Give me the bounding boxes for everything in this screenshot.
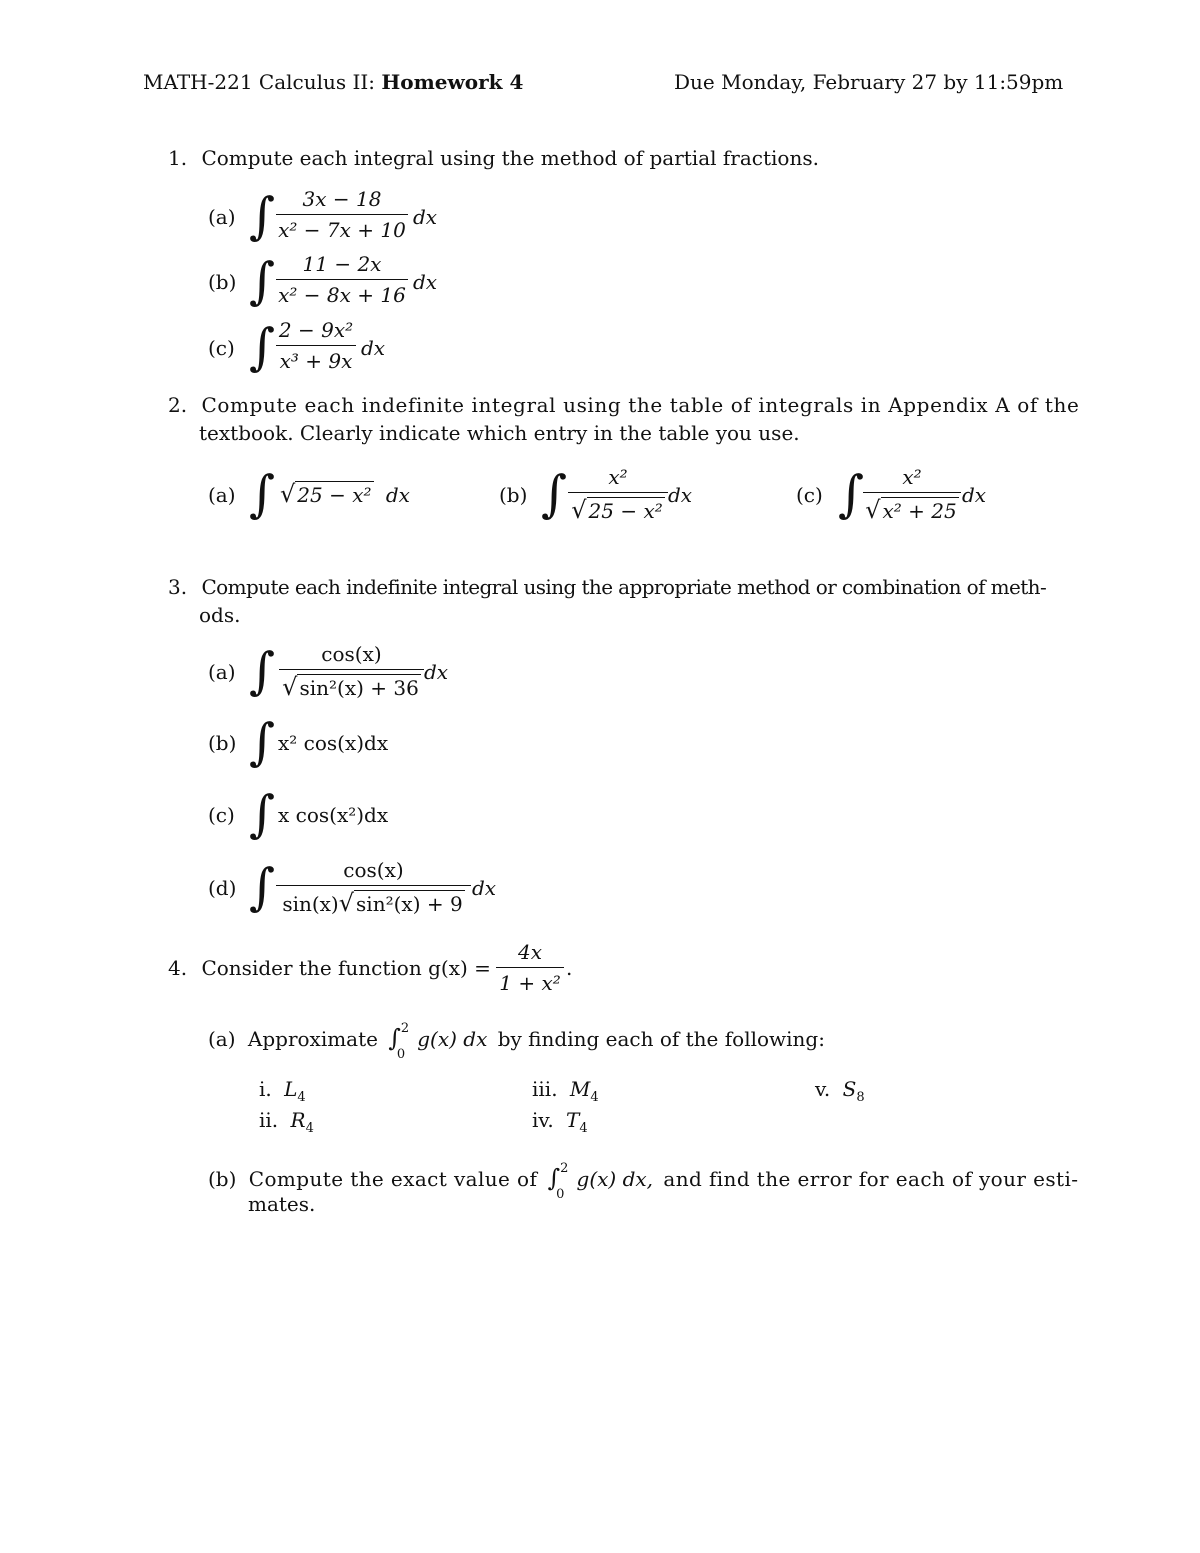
radicand: 25 − x²: [588, 499, 663, 523]
estimate-item: [532, 1077, 599, 1105]
estimate-subscript: 4: [579, 1121, 588, 1136]
radical-sign: √: [865, 496, 881, 524]
part-label: (a): [208, 660, 236, 684]
estimate-label: ii.: [259, 1108, 279, 1132]
denominator: x³ + 9x: [279, 349, 353, 373]
radical-sign: √: [338, 889, 355, 917]
integral-sign: ∫: [249, 187, 276, 245]
numerator: x²: [608, 465, 628, 489]
estimate-label: v.: [815, 1077, 831, 1101]
fraction-bar: [279, 669, 424, 670]
integral-sign: ∫: [249, 785, 276, 843]
problem-number: 4.: [168, 956, 188, 980]
integrand-expression: x cos(x²)dx: [278, 803, 389, 827]
integrand: g(x) dx: [417, 1027, 488, 1051]
fraction: [276, 318, 356, 373]
fraction-bar: [276, 345, 356, 346]
page-header: [143, 70, 523, 94]
problem-text-line1: Compute each indefinite integral using the table of integrals in Appendix A of the: [201, 393, 1080, 417]
problem-text: Consider the function g(x) =: [201, 956, 491, 980]
numerator: 2 − 9x²: [278, 318, 354, 342]
radicand: sin²(x) + 9: [356, 892, 463, 916]
fraction: [279, 642, 424, 701]
part-label: (b): [208, 731, 237, 755]
radical-sign: √: [280, 480, 296, 508]
differential: dx: [361, 336, 386, 360]
numerator: 4x: [517, 940, 542, 964]
fraction-bar: [863, 492, 961, 493]
problem-2-prompt: [168, 393, 1079, 417]
denominator: x² − 7x + 10: [278, 218, 406, 242]
denominator: 1 + x²: [499, 971, 561, 995]
fraction-bar: [496, 967, 564, 968]
problem-number: 1.: [168, 146, 188, 170]
text-before: Approximate: [247, 1027, 378, 1051]
integral-limits: 2 0: [396, 1020, 410, 1062]
text-after: by finding each of the following:: [497, 1027, 825, 1051]
numerator: cos(x): [321, 642, 382, 666]
integral-sign: ∫: [249, 252, 276, 310]
function-fraction: [496, 940, 564, 995]
denominator: [276, 889, 471, 917]
estimate-symbol: M: [569, 1077, 591, 1101]
integral-sign: ∫: [249, 642, 276, 700]
denominator: [568, 496, 668, 524]
denominator: [279, 673, 424, 701]
differential: dx: [413, 205, 438, 229]
assignment-title: Homework 4: [381, 70, 524, 94]
denominator-prefix: sin(x): [282, 892, 339, 916]
integral-sign: ∫: [838, 465, 865, 523]
numerator: 3x − 18: [302, 187, 382, 211]
differential: dx: [424, 660, 449, 684]
problem-4-prompt: [168, 956, 491, 980]
estimate-item: [815, 1077, 865, 1105]
differential: dx: [472, 876, 497, 900]
numerator: cos(x): [343, 858, 404, 882]
integral-sign: ∫: [541, 465, 568, 523]
problem-text-line1: Compute each indefinite integral using the appropriate method or combination of meth-: [201, 575, 1047, 599]
numerator: 11 − 2x: [302, 252, 382, 276]
fraction: [568, 465, 668, 524]
estimate-item: [259, 1108, 314, 1136]
estimate-item: [532, 1108, 588, 1136]
estimate-symbol: S: [842, 1077, 857, 1101]
radical-sign: √: [282, 673, 298, 701]
estimate-subscript: 4: [297, 1090, 306, 1105]
fraction-bar: [276, 214, 408, 215]
integral-sign: ∫: [249, 858, 276, 916]
part-4a: [208, 1020, 825, 1062]
text-after: and find the error for each of your esti-: [663, 1167, 1079, 1191]
problem-number: 2.: [168, 393, 188, 417]
integral-sign: ∫: [547, 1164, 561, 1192]
radicand: x² + 25: [882, 499, 957, 523]
integral-limits: 2 0: [556, 1160, 569, 1202]
integral-sign: ∫: [249, 318, 276, 376]
differential: dx: [668, 483, 693, 507]
part-label: (b): [499, 483, 528, 507]
part-label: (c): [208, 336, 235, 360]
part-label: (a): [208, 1027, 236, 1051]
problem-text-line2: textbook. Clearly indicate which entry in the table you use.: [199, 421, 800, 445]
due-date: Due Monday, February 27 by 11:59pm: [674, 70, 1064, 94]
integral-sign: ∫: [388, 1024, 401, 1052]
radical-expression: [280, 480, 410, 508]
problem-number: 3.: [168, 575, 188, 599]
part-4b-line2: mates.: [248, 1192, 316, 1216]
estimate-subscript: 4: [590, 1090, 599, 1105]
numerator: x²: [902, 465, 922, 489]
part-4b: [208, 1160, 1079, 1202]
fraction: [276, 252, 408, 307]
part-label: (c): [208, 803, 235, 827]
denominator: x² − 8x + 16: [278, 283, 406, 307]
part-label: (b): [208, 270, 237, 294]
part-label: (b): [208, 1167, 237, 1191]
fraction: [276, 187, 408, 242]
part-label: (a): [208, 205, 236, 229]
fraction: [276, 858, 471, 917]
differential: dx: [962, 483, 987, 507]
differential: dx: [413, 270, 438, 294]
fraction-bar: [276, 279, 408, 280]
estimate-label: iv.: [532, 1108, 554, 1132]
part-label: (a): [208, 483, 236, 507]
integral-sign: ∫: [249, 465, 276, 523]
period: .: [566, 956, 573, 980]
text-before: Compute the exact value of: [248, 1167, 538, 1191]
estimate-item: [259, 1077, 306, 1105]
integrand: g(x) dx,: [576, 1167, 654, 1191]
radical-sign: √: [571, 496, 587, 524]
estimate-label: iii.: [532, 1077, 558, 1101]
fraction-bar: [568, 492, 668, 493]
estimate-symbol: T: [566, 1108, 580, 1132]
fraction-bar: [276, 885, 471, 886]
integral-sign: ∫: [249, 713, 276, 771]
estimate-subscript: 4: [305, 1121, 314, 1136]
course-title: MATH-221 Calculus II:: [143, 70, 376, 94]
estimate-subscript: 8: [856, 1090, 865, 1105]
part-label: (d): [208, 876, 237, 900]
problem-text-line2: ods.: [199, 603, 241, 627]
problem-text: Compute each integral using the method of partial fractions.: [201, 146, 819, 170]
problem-1-prompt: [168, 146, 819, 170]
part-label: (c): [796, 483, 823, 507]
problem-3-prompt: [168, 575, 1046, 599]
integrand-expression: x² cos(x)dx: [278, 731, 389, 755]
estimate-symbol: R: [290, 1108, 306, 1132]
estimate-label: i.: [259, 1077, 272, 1101]
radicand: 25 − x²: [297, 483, 372, 507]
differential: dx: [385, 483, 410, 507]
radicand: sin²(x) + 36: [299, 676, 419, 700]
fraction: [863, 465, 961, 524]
denominator: [863, 496, 961, 524]
estimate-symbol: L: [284, 1077, 298, 1101]
